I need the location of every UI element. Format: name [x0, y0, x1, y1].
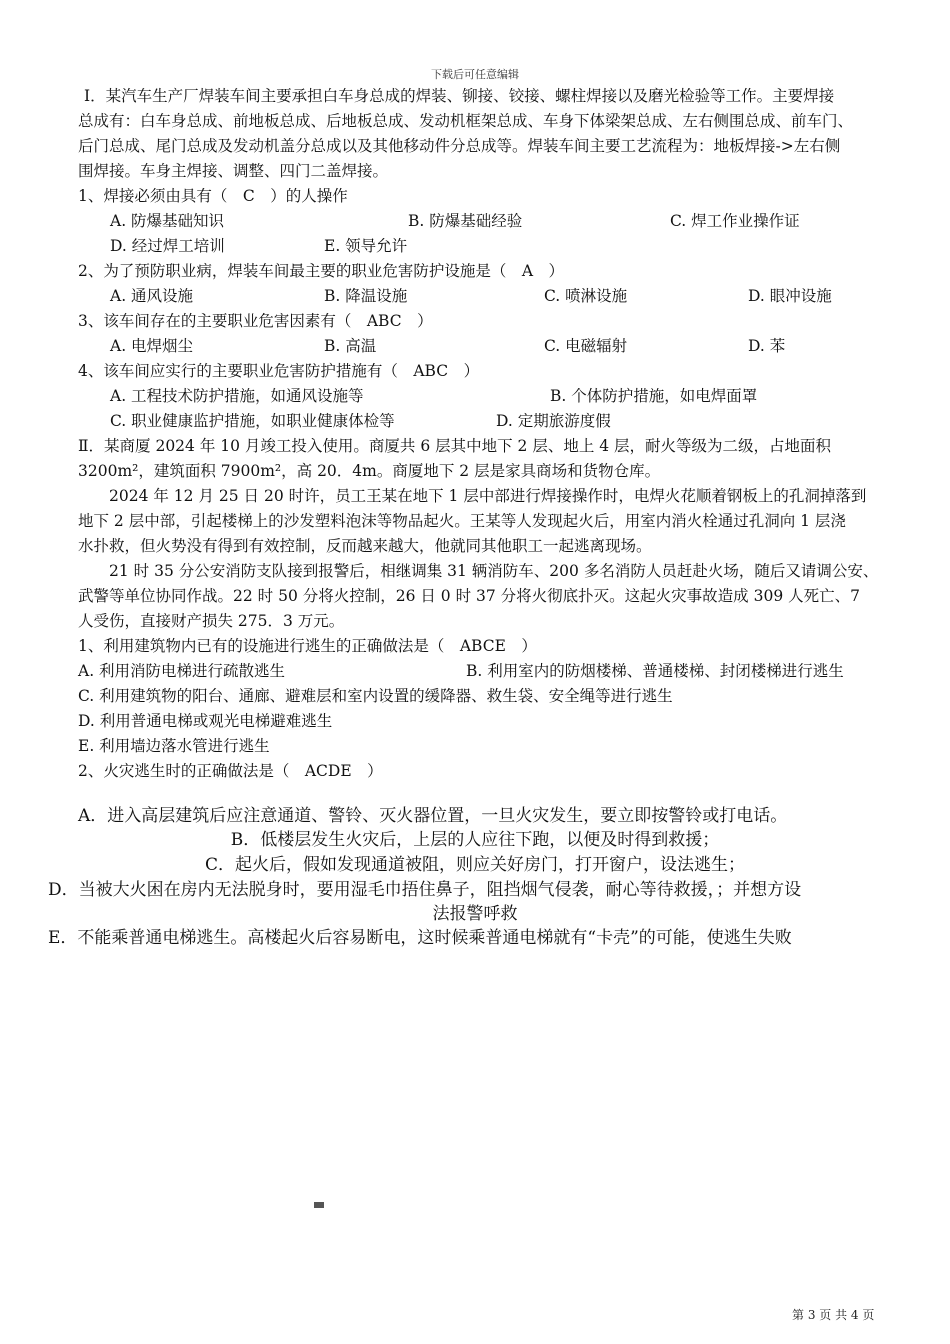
stray-mark: [314, 1202, 324, 1208]
s1-q1-option-c: C. 焊工作业操作证: [670, 212, 800, 230]
section1-intro-line-1: Ⅰ．某汽车生产厂焊装车间主要承担白车身总成的焊装、铆接、铰接、螺柱焊接以及磨光检验等工作。主要焊接: [84, 87, 835, 105]
section1-intro-line-2: 总成有：白车身总成、前地板总成、后地板总成、发动机框架总成、车身下体梁架总成、左右侧围总成、前车门、: [78, 112, 854, 130]
s1-q3-stem: 3、该车间存在的主要职业危害因素有（ ABC ）: [78, 312, 433, 330]
section2-intro-line-8: 人受伤，直接财产损失 275．3 万元。: [78, 612, 345, 630]
s2-q1-option-d: D. 利用普通电梯或观光电梯避难逃生: [78, 712, 333, 730]
page-header: 下载后可任意编辑: [431, 68, 519, 81]
s2-q1-option-b: B. 利用室内的防烟楼梯、普通楼梯、封闭楼梯进行逃生: [466, 662, 844, 680]
s2-q2-option-b: B．低楼层发生火灾后，上层的人应往下跑，以便及时得到救援；: [230, 830, 720, 850]
page-footer: 第 3 页 共 4 页: [792, 1308, 875, 1322]
s1-q1-option-a: A. 防爆基础知识: [110, 212, 225, 230]
section1-intro-line-3: 后门总成、尾门总成及发动机盖分总成以及其他移动件分总成等。焊装车间主要工艺流程为：地板焊接->左右侧: [78, 137, 841, 155]
s2-q1-option-c: C. 利用建筑物的阳台、通廊、避难层和室内设置的缓降器、救生袋、安全绳等进行逃生: [78, 687, 673, 705]
s1-q4-stem: 4、该车间应实行的主要职业危害防护措施有（ ABC ）: [78, 362, 480, 380]
s1-q4-option-a: A. 工程技术防护措施，如通风设施等: [110, 387, 364, 405]
section1-intro-line-4: 围焊接。车身主焊接、调整、四门二盖焊接。: [78, 162, 389, 180]
s2-q2-stem: 2、火灾逃生时的正确做法是（ ACDE ）: [78, 762, 383, 780]
s1-q3-option-b: B. 高温: [324, 337, 377, 355]
section2-intro-line-4: 地下 2 层中部，引起楼梯上的沙发塑料泡沫等物品起火。王某等人发现起火后，用室内消火栓通过孔洞向 1 层浇: [78, 512, 846, 530]
s1-q3-option-a: A. 电焊烟尘: [110, 337, 194, 355]
s2-q1-option-e: E. 利用墙边落水管进行逃生: [78, 737, 270, 755]
section2-intro-line-3: 2024 年 12 月 25 日 20 时许，员工王某在地下 1 层中部进行焊接操作时，电焊火花顺着钢板上的孔洞掉落到: [78, 487, 867, 505]
s2-q2-option-e: E．不能乘普通电梯逃生。高楼起火后容易断电，这时候乘普通电梯就有“卡壳”的可能，使逃生失败: [48, 928, 792, 948]
s1-q2-option-c: C. 喷淋设施: [544, 287, 628, 305]
s1-q3-option-d: D. 苯: [748, 337, 786, 355]
s1-q4-option-c: C. 职业健康监护措施，如职业健康体检等: [110, 412, 395, 430]
section2-intro-line-1: Ⅱ．某商厦 2024 年 10 月竣工投入使用。商厦共 6 层其中地下 2 层、地上 4 层，耐火等级为二级，占地面积: [78, 437, 832, 455]
s2-q2-option-d-line-2: 法报警呼救: [432, 904, 518, 924]
s2-q2-option-d-line-1: D．当被大火困在房内无法脱身时，要用湿毛巾捂住鼻子，阻挡烟气侵袭，耐心等待救援，；并想方设: [48, 880, 802, 900]
s1-q1-option-b: B. 防爆基础经验: [408, 212, 523, 230]
s1-q4-option-b: B. 个体防护措施，如电焊面罩: [550, 387, 758, 405]
s1-q2-option-a: A. 通风设施: [110, 287, 194, 305]
section2-intro-line-5: 水扑救，但火势没有得到有效控制，反而越来越大，他就同其他职工一起逃离现场。: [78, 537, 652, 555]
s1-q2-option-d: D. 眼冲设施: [748, 287, 832, 305]
s1-q2-option-b: B. 降温设施: [324, 287, 408, 305]
s1-q1-stem: 1、焊接必须由具有（ C ）的人操作: [78, 187, 348, 205]
s2-q1-stem: 1、利用建筑物内已有的设施进行逃生的正确做法是（ ABCE ）: [78, 637, 537, 655]
s1-q3-option-c: C. 电磁辐射: [544, 337, 628, 355]
section2-intro-line-2: 3200m²，建筑面积 7900m²，高 20．4m。商厦地下 2 层是家具商场和货物仓库。: [78, 462, 661, 480]
s2-q2-option-c: C．起火后，假如发现通道被阻，则应关好房门，打开窗户，设法逃生；: [204, 855, 745, 875]
s1-q2-stem: 2、为了预防职业病，焊装车间最主要的职业危害防护设施是（ A ）: [78, 262, 565, 280]
s1-q1-option-e: E. 领导允许: [324, 237, 408, 255]
s2-q2-option-a: A．进入高层建筑后应注意通道、警铃、灭火器位置，一旦火灾发生，要立即按警铃或打电话。: [78, 806, 788, 826]
s2-q1-option-a: A. 利用消防电梯进行疏散逃生: [78, 662, 286, 680]
s1-q1-option-d: D. 经过焊工培训: [110, 237, 225, 255]
section2-intro-line-6: 21 时 35 分公安消防支队接到报警后，相继调集 31 辆消防车、200 多名消防人员赶赴火场，随后又请调公安、: [78, 562, 879, 580]
section2-intro-line-7: 武警等单位协同作战。22 时 50 分将火控制，26 日 0 时 37 分将火彻底扑灭。这起火灾事故造成 309 人死亡、7: [78, 587, 860, 605]
s1-q4-option-d: D. 定期旅游度假: [496, 412, 611, 430]
